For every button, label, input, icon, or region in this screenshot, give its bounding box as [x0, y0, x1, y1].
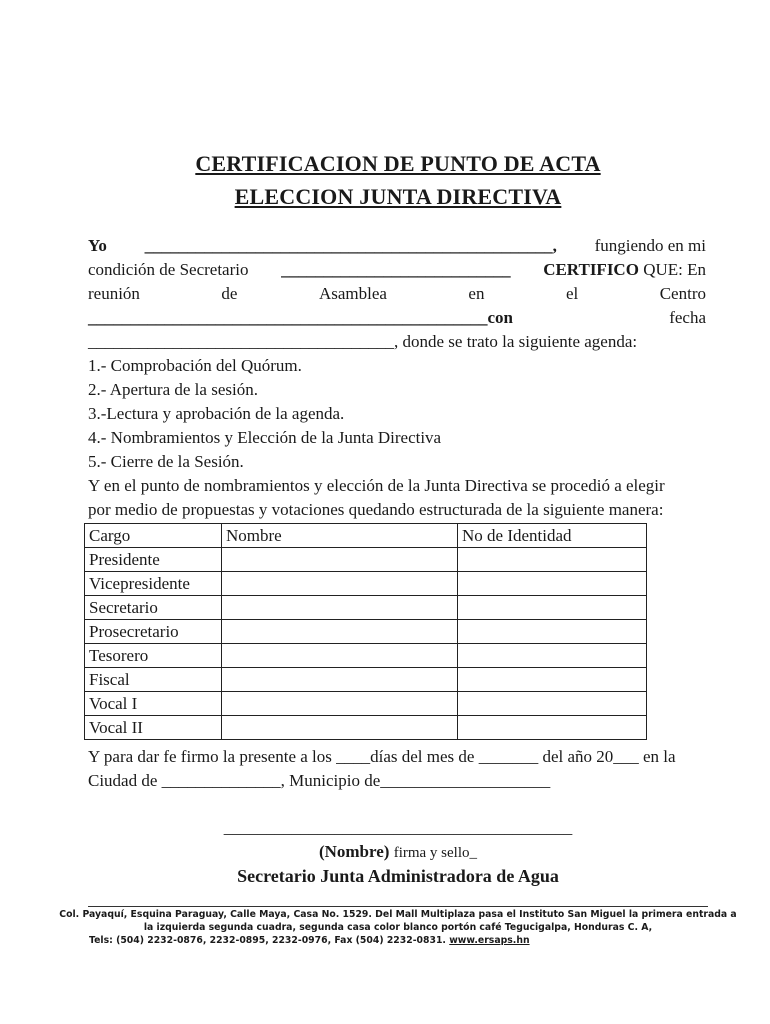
cargo-cell: Vocal I [85, 692, 222, 716]
nombre-cell[interactable] [222, 692, 458, 716]
header-cargo: Cargo [85, 524, 222, 548]
intro-line-4 [88, 306, 706, 330]
secretary-label: condición de Secretario [88, 260, 249, 279]
footer-contact-line [0, 934, 770, 947]
intro-word: de [221, 284, 238, 303]
intro-word: el [565, 284, 579, 303]
intro-line-1-rest: fungiendo en mi [594, 236, 706, 255]
identidad-cell[interactable] [458, 620, 647, 644]
cargo-cell: Secretario [85, 596, 222, 620]
officers-table [84, 523, 647, 740]
secretary-blank: ___________________________ [281, 260, 511, 279]
document-title-line2: ELECCION JUNTA DIRECTIVA [234, 184, 562, 209]
signature-line: _________________________________________ [223, 818, 573, 837]
nombre-cell[interactable] [222, 548, 458, 572]
header-nombre: Nombre [222, 524, 458, 548]
agenda-item: 5.- Cierre de la Sesión. [88, 452, 244, 471]
nombre-cell[interactable] [222, 572, 458, 596]
table-row [85, 548, 647, 572]
intro-word: en [468, 284, 485, 303]
identidad-cell[interactable] [458, 572, 647, 596]
footer-divider [88, 906, 708, 907]
identidad-cell[interactable] [458, 644, 647, 668]
footer-phones: Tels: (504) 2232-0876, 2232-0895, 2232-0976, Fax (504) 2232-0831. [89, 935, 446, 946]
intro-line-1 [88, 234, 706, 258]
agenda-item: 4.- Nombramientos y Elección de la Junta Directiva [88, 428, 442, 447]
nombre-cell[interactable] [222, 716, 458, 740]
que-label: QUE: En [643, 260, 706, 279]
cargo-cell: Fiscal [85, 668, 222, 692]
election-paragraph-line2: por medio de propuestas y votaciones quedando estructurada de la siguiente manera: [88, 500, 664, 519]
table-row [85, 668, 647, 692]
table-row [85, 596, 647, 620]
identidad-cell[interactable] [458, 692, 647, 716]
intro-line-5: ____________________________________, donde se trato la siguiente agenda: [88, 332, 638, 351]
certifico-label: CERTIFICO [543, 260, 639, 279]
center-blank: _______________________________________________con [88, 308, 513, 327]
identidad-cell[interactable] [458, 668, 647, 692]
table-row [85, 716, 647, 740]
cargo-cell: Vocal II [85, 716, 222, 740]
footer [0, 908, 770, 947]
signature-name-label: (Nombre) [318, 842, 390, 861]
intro-word: Asamblea [318, 284, 387, 303]
name-blank: ________________________________________________, [144, 236, 557, 255]
yo-label: Yo [88, 236, 107, 255]
certificate-body [88, 234, 706, 522]
intro-line-2 [88, 258, 706, 282]
table-row [85, 692, 647, 716]
nombre-cell[interactable] [222, 668, 458, 692]
identidad-cell[interactable] [458, 596, 647, 620]
footer-website-link[interactable]: www.ersaps.hn [449, 935, 530, 946]
signature-role: Secretario Junta Administradora de Agua [237, 866, 559, 886]
agenda-item: 2.- Apertura de la sesión. [88, 380, 258, 399]
header-identidad: No de Identidad [458, 524, 647, 548]
nombre-cell[interactable] [222, 620, 458, 644]
closing-line2: Ciudad de ______________, Municipio de____________________ [88, 771, 551, 790]
intro-word: Centro [659, 284, 706, 303]
signature-name [0, 842, 770, 862]
nombre-cell[interactable] [222, 596, 458, 620]
fecha-label: fecha [669, 308, 706, 327]
intro-word: reunión [88, 284, 140, 303]
table-row [85, 572, 647, 596]
footer-address-line2: la izquierda segunda cuadra, segunda casa color blanco portón café Tegucigalpa, Honduras C. A, [143, 922, 653, 933]
agenda-item: 1.- Comprobación del Quórum. [88, 356, 302, 375]
cargo-cell: Vicepresidente [85, 572, 222, 596]
agenda-item: 3.-Lectura y aprobación de la agenda. [88, 404, 345, 423]
cargo-cell: Presidente [85, 548, 222, 572]
nombre-cell[interactable] [222, 644, 458, 668]
closing-line1: Y para dar fe firmo la presente a los ____días del mes de _______ del año 20___ en la [88, 747, 676, 766]
table-row [85, 644, 647, 668]
closing-paragraph [88, 745, 706, 793]
intro-line-3 [88, 282, 706, 306]
signature-firma-label: firma y sello_ [393, 845, 478, 861]
cargo-cell: Tesorero [85, 644, 222, 668]
document-title-line1: CERTIFICACION DE PUNTO DE ACTA [195, 151, 601, 176]
identidad-cell[interactable] [458, 548, 647, 572]
table-header-row [85, 524, 647, 548]
footer-address-line1: Col. Payaquí, Esquina Paraguay, Calle Maya, Casa No. 1529. Del Mall Multiplaza pasa el Instituto San Miguel la primera entrada a [59, 909, 737, 920]
election-paragraph-line1: Y en el punto de nombramientos y elección de la Junta Directiva se procedió a elegir [88, 476, 665, 495]
table-row [85, 620, 647, 644]
cargo-cell: Prosecretario [85, 620, 222, 644]
identidad-cell[interactable] [458, 716, 647, 740]
